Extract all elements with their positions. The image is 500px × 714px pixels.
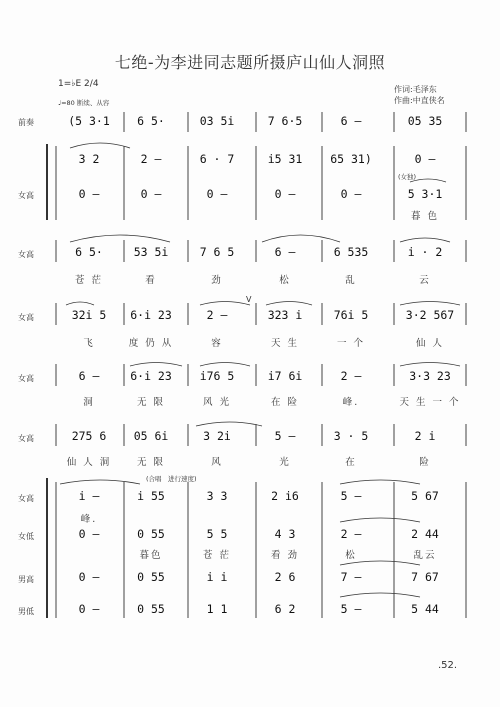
measure: 76i 5	[333, 308, 369, 322]
lyric: 暮色	[139, 550, 163, 561]
measure: 5 –	[340, 602, 362, 616]
lyric: 飞	[83, 338, 95, 349]
measure: 275 6	[71, 429, 107, 443]
measure: 03 5i	[199, 114, 235, 128]
measure: 3 2	[78, 152, 100, 166]
lyric: 无 限	[136, 397, 166, 408]
measure: 32i 5	[71, 308, 107, 322]
lyric: 乱云	[413, 550, 437, 561]
measure: 0 55	[137, 602, 165, 616]
lyric: 松	[279, 275, 291, 286]
measure: 7 67	[411, 570, 439, 584]
key-signature: 1=♭E 2/4	[58, 79, 99, 89]
measure: 6 · 7	[199, 152, 235, 166]
measure: i 55	[137, 489, 165, 503]
measure: 65 31)	[330, 152, 372, 166]
lyric: 无 限	[136, 457, 166, 468]
measure: i5 31	[267, 152, 303, 166]
lyric: 天 生	[270, 338, 300, 349]
part-label-soprano: 女高	[18, 191, 34, 200]
measure: 53 5i	[133, 245, 169, 259]
lyric: 仙 人 洞	[66, 457, 112, 468]
measure: 3 · 5	[333, 429, 369, 443]
lyric: 乱	[345, 275, 357, 286]
tempo-marking: ♩=80 断续、从容	[58, 99, 110, 107]
measure: i i	[206, 570, 228, 584]
measure: 1 1	[206, 602, 228, 616]
lyric: 暮 色	[410, 211, 440, 222]
measure: 0 –	[78, 187, 100, 201]
measure: 7 6·5	[267, 114, 303, 128]
measure: 6·i 23	[130, 308, 172, 322]
measure: 5 –	[340, 489, 362, 503]
measure: 6·i 23	[130, 369, 172, 383]
lyric: 光	[279, 457, 291, 468]
lyric: 看 劲	[270, 550, 300, 561]
measure: 0 –	[78, 527, 100, 541]
measure: 2 i6	[271, 489, 299, 503]
lyric: 在	[345, 457, 357, 468]
measure: 6 2	[274, 602, 296, 616]
part-label-alto: 女低	[18, 532, 34, 541]
measure: 5 –	[274, 429, 296, 443]
lyric: 云	[419, 275, 431, 286]
lyric: 天 生 一 个	[399, 397, 461, 408]
measure: 6 –	[274, 245, 296, 259]
measure: 0 55	[137, 527, 165, 541]
lyric: 峰.	[342, 397, 360, 408]
measure: 0 –	[78, 570, 100, 584]
measure: 05 35	[407, 114, 443, 128]
measure: 2 i	[414, 429, 436, 443]
measure: 2 6	[274, 570, 296, 584]
measure: 3·2 567	[405, 308, 455, 322]
page-number: .52.	[438, 660, 458, 671]
measure: 6 535	[333, 245, 369, 259]
breath-mark: V	[246, 295, 252, 304]
lyricist-credit: 作词:毛泽东	[394, 85, 437, 94]
measure: i · 2	[407, 245, 443, 259]
lyric: 峰.	[80, 514, 98, 525]
measure: 2 44	[411, 527, 439, 541]
measure: 2 –	[340, 527, 362, 541]
lyric: 苍 茫	[202, 550, 232, 561]
measure: 2 –	[206, 308, 228, 322]
part-label-soprano: 女高	[18, 494, 34, 503]
lyric: 劲	[211, 275, 223, 286]
measure: 0 –	[140, 187, 162, 201]
lyric: 洞	[83, 397, 95, 408]
lyric: 一 个	[336, 338, 366, 349]
composer-credit: 作曲:中直侠名	[394, 96, 445, 105]
lyric: 松	[345, 550, 357, 561]
measure: 4 3	[274, 527, 296, 541]
measure: 323 i	[267, 308, 303, 322]
chorus-annotation: (合唱 进行速度)	[146, 475, 197, 483]
measure: 0 –	[78, 602, 100, 616]
part-label-soprano: 女高	[18, 250, 34, 259]
part-label-soprano: 女高	[18, 374, 34, 383]
measure: 3 2i	[203, 429, 231, 443]
measure: (5 3·1	[68, 114, 110, 128]
measure: 5 5	[206, 527, 228, 541]
measure: 05 6i	[133, 429, 169, 443]
measure: 0 –	[340, 187, 362, 201]
measure: 6 –	[340, 114, 362, 128]
measure: 2 –	[340, 369, 362, 383]
lyric: 仙 人	[415, 338, 445, 349]
lyric: 度 仍 从	[128, 338, 174, 349]
measure: 0 –	[206, 187, 228, 201]
part-label-soprano: 女高	[18, 313, 34, 322]
slurs	[60, 143, 460, 597]
lyric: 险	[419, 457, 431, 468]
measure: 7 6 5	[199, 245, 235, 259]
measure: i76 5	[199, 369, 235, 383]
measure: 5 3·1	[407, 187, 443, 201]
measure: 0 –	[414, 152, 436, 166]
measure: 2 –	[140, 152, 162, 166]
measure: 3 3	[206, 489, 228, 503]
part-label-soprano: 女高	[18, 434, 34, 443]
lyric: 看	[145, 275, 157, 286]
lyric: 风 光	[202, 397, 232, 408]
measure: 3·3 23	[409, 369, 451, 383]
measure: 7 –	[340, 570, 362, 584]
part-label-bass: 男低	[18, 607, 34, 616]
measure: 5 67	[411, 489, 439, 503]
part-label-tenor: 男高	[18, 575, 34, 584]
measure: 0 55	[137, 570, 165, 584]
solo-annotation: (女独)	[398, 173, 417, 181]
measure: i7 6i	[267, 369, 303, 383]
measure: 5 44	[411, 602, 439, 616]
measure: 0 –	[274, 187, 296, 201]
measure: 6 –	[78, 369, 100, 383]
lyric: 风	[211, 457, 223, 468]
lyric: 苍 茫	[74, 275, 104, 286]
lyric: 容	[211, 338, 223, 349]
score-title: 七绝-为李进同志题所摄庐山仙人洞照	[114, 53, 386, 72]
measure: i –	[78, 489, 100, 503]
part-label-prelude: 前奏	[18, 118, 34, 127]
measure: 6 5·	[75, 245, 103, 259]
lyric: 在 险	[270, 397, 300, 408]
measure: 6 5·	[137, 114, 165, 128]
